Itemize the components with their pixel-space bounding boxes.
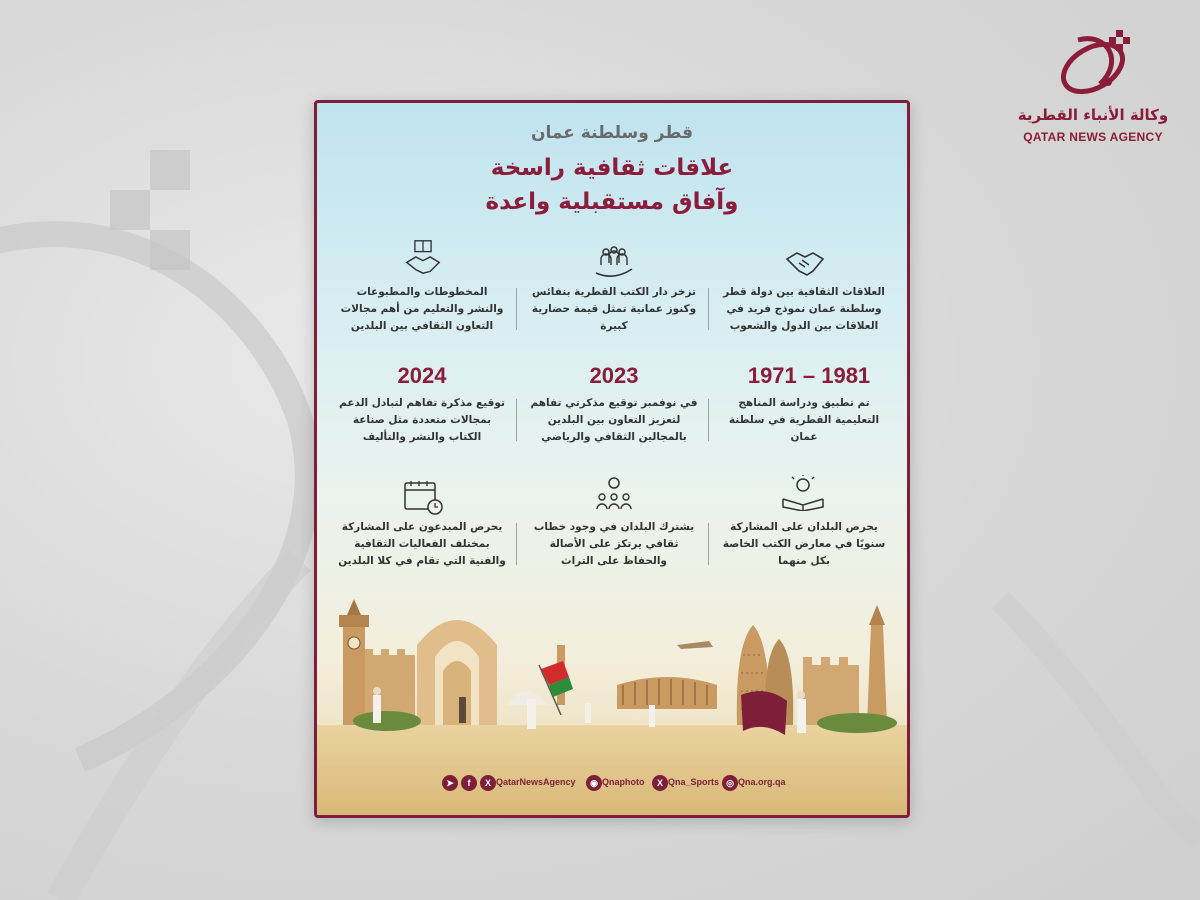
poster-subtitle: قطر وسلطنة عمان xyxy=(530,123,694,143)
website-text: Qna.org.qa xyxy=(738,777,786,787)
fact-manuscripts xyxy=(337,284,507,335)
separator xyxy=(708,288,709,330)
fact-creatives xyxy=(337,519,507,570)
fact-text: العلاقات الثقافية بين دولة قطر وسلطنة عمان نموذج فريد في العلاقات بين الدول والشعوب xyxy=(723,286,885,332)
agency-text: QatarNewsAgency xyxy=(496,777,576,787)
fact-mou-2024 xyxy=(337,395,507,446)
telegram-icon[interactable]: ➤ xyxy=(442,775,458,791)
separator xyxy=(516,288,517,330)
fact-text: توقيع مذكرة تفاهم لتبادل الدعم بمجالات متعددة مثل صناعة الكتاب والنشر والتأليف xyxy=(339,397,505,443)
agency-links xyxy=(439,773,576,791)
fact-cultural-discourse xyxy=(529,519,699,570)
fact-text: يحرص البلدان على المشاركة سنويًا في معارض الكتب الخاصة بكل منهما xyxy=(722,521,886,567)
handshake-icon xyxy=(783,245,827,281)
instagram-icon: ◉ xyxy=(586,775,602,791)
fact-text: تزخر دار الكتب القطرية بنفائس وكنوز عمانية تمثل قيمة حضارية كبيرة xyxy=(531,286,697,332)
fact-text: يحرص المبدعون على المشاركة بمختلف الفعاليات الثقافية والفنية التي تقام في كلا البلدين xyxy=(338,521,506,567)
fact-cultural-relations xyxy=(719,284,889,335)
photo-link[interactable] xyxy=(583,773,645,791)
fact-text: المخطوطات والمطبوعات والنشر والتعليم من أهم مجالات التعاون الثقافي بين البلدين xyxy=(340,286,504,332)
qna-logo-mark-icon xyxy=(1008,22,1178,106)
separator xyxy=(516,523,517,565)
calendar-icon xyxy=(401,479,445,515)
qna-logo xyxy=(1008,22,1178,152)
sports-link[interactable] xyxy=(649,773,719,791)
poster-title-line1: علاقات ثقافية راسخة xyxy=(490,155,734,181)
sports-text: Qna_Sports xyxy=(668,777,720,787)
infographic-poster xyxy=(314,100,910,818)
x-icon: X xyxy=(652,775,668,791)
logo-arabic-text: وكالة الأنباء القطرية xyxy=(1017,106,1169,124)
separator xyxy=(708,523,709,565)
photo-text: Qnaphoto xyxy=(602,777,645,787)
year-2023: 2023 xyxy=(589,363,639,388)
book-lightbulb-icon xyxy=(781,475,825,511)
fact-text: يشترك البلدان في وجود خطاب ثقافي يرتكز على الأصالة والحفاظ على التراث xyxy=(533,521,695,567)
poster-title-line2: وآفاق مستقبلية واعدة xyxy=(485,189,739,215)
fact-curricula xyxy=(719,395,889,446)
globe-icon: ◎ xyxy=(722,775,738,791)
social-footer xyxy=(317,771,907,795)
fact-mou-2023 xyxy=(529,395,699,446)
logo-english-text: QATAR NEWS AGENCY xyxy=(1023,130,1163,144)
fact-text: في نوفمبر توقيع مذكرتي تفاهم لتعزيز التعاون بين البلدين بالمجالين الثقافي والرياضي xyxy=(530,397,698,443)
people-lightbulb-icon xyxy=(592,475,636,511)
community-hand-icon xyxy=(592,245,636,281)
book-handshake-icon xyxy=(401,239,445,275)
website-link[interactable] xyxy=(719,773,786,791)
year-1971-1981: 1971 – 1981 xyxy=(747,363,871,388)
facebook-icon[interactable]: f xyxy=(461,775,477,791)
fact-book-fairs xyxy=(719,519,889,570)
separator xyxy=(708,399,709,441)
fact-text: تم تطبيق ودراسة المناهج التعليمية القطرية في سلطنة عمان xyxy=(728,397,880,443)
year-2024: 2024 xyxy=(397,363,447,388)
fact-qatar-library xyxy=(529,284,699,335)
x-icon[interactable]: X xyxy=(480,775,496,791)
separator xyxy=(516,399,517,441)
